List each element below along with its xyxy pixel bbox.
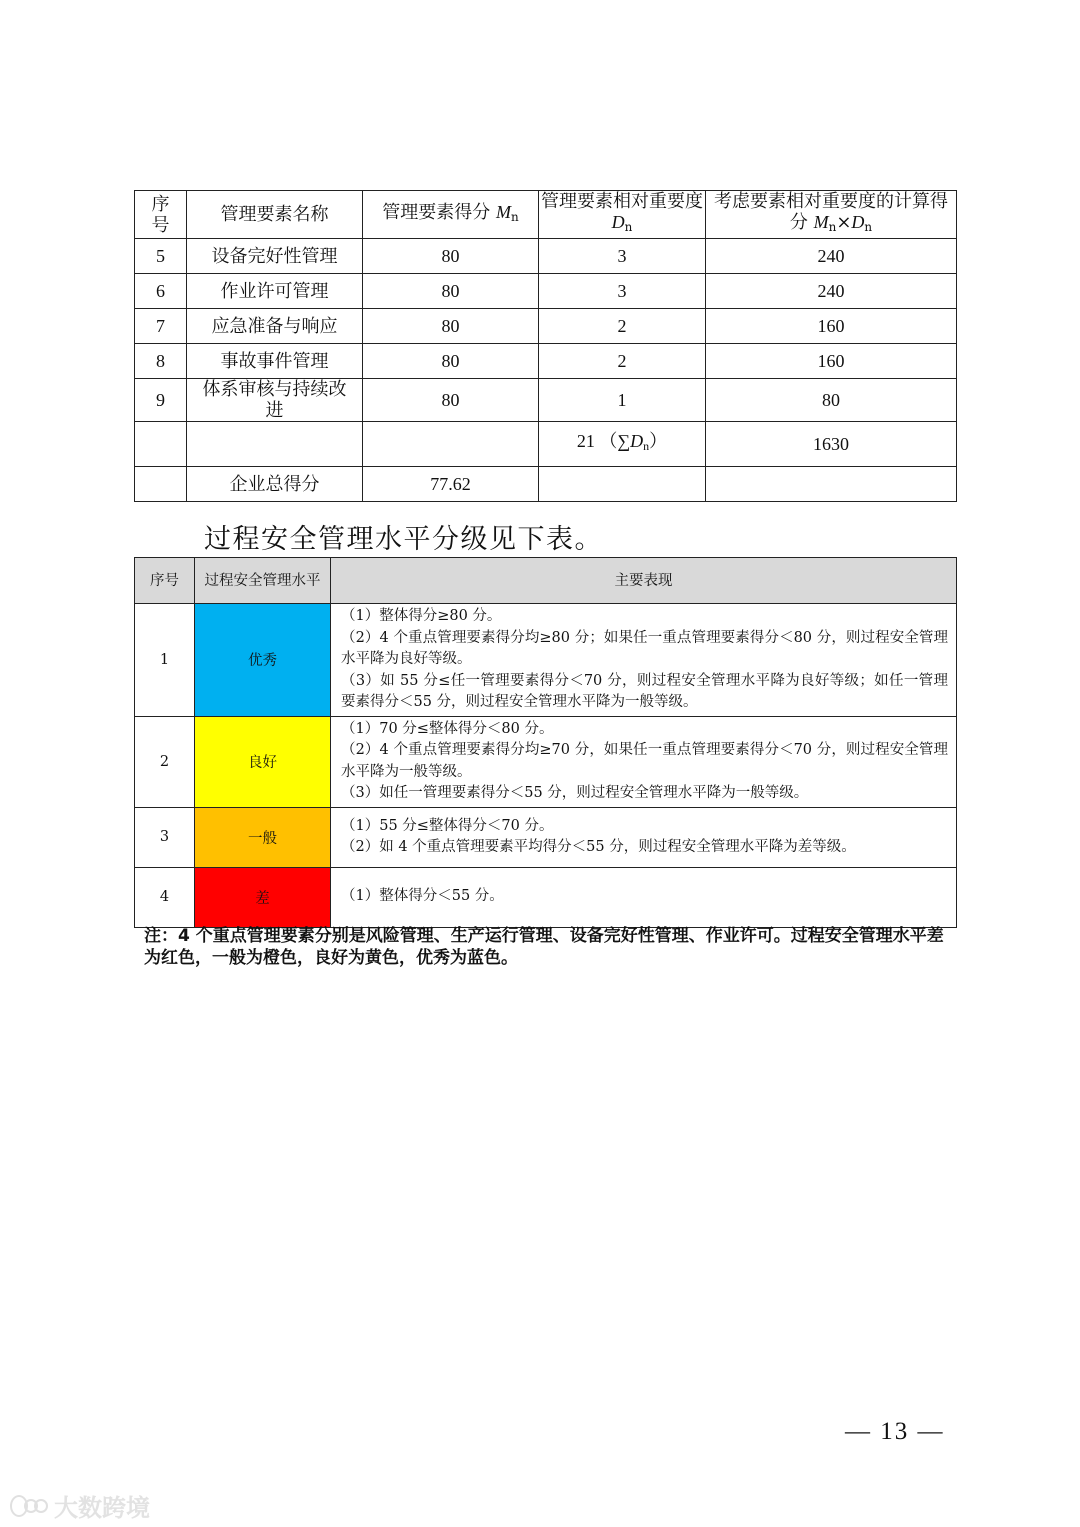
level-description: [331, 867, 957, 927]
header-no: 序号: [135, 558, 195, 604]
table-note: 注：4 个重点管理要素分别是风险管理、生产运行管理、设备完好性管理、作业许可。过程安全管理水平差为红色，一般为橙色，良好为黄色，优秀为蓝色。: [144, 926, 944, 968]
level-no: 2: [135, 716, 195, 807]
description-line: （3）如任一管理要素得分＜55 分，则过程安全管理水平降为一般等级。: [341, 785, 809, 801]
level-description: [331, 604, 957, 717]
row-weight: 2: [539, 309, 706, 344]
header-weighted-score: 考虑要素相对重要度的计算得分 $M_n\times D_n$: [706, 191, 957, 239]
level-badge-average: 一般: [195, 807, 331, 867]
watermark: [10, 1488, 150, 1523]
total-empty-cell: [135, 467, 187, 502]
row-no: 7: [135, 309, 187, 344]
total-score-value: 77.62: [363, 467, 539, 502]
header-description: 主要表现: [331, 558, 957, 604]
table-row: [135, 344, 957, 379]
table-header-row: [135, 558, 957, 604]
row-element-name: 作业许可管理: [187, 274, 363, 309]
watermark-text: 大数跨境: [54, 1494, 150, 1522]
row-weight: 2: [539, 344, 706, 379]
header-element-name: 管理要素名称: [187, 191, 363, 239]
level-description: [331, 716, 957, 807]
section-heading: 过程安全管理水平分级见下表。: [204, 524, 603, 555]
level-row-poor: [135, 867, 957, 927]
level-row-average: [135, 807, 957, 867]
level-badge-poor: 差: [195, 867, 331, 927]
row-weighted-score: 80: [706, 379, 957, 422]
row-weighted-score: 240: [706, 274, 957, 309]
row-no: 9: [135, 379, 187, 422]
weight-total: 21 $(\sum D_n)$: [539, 422, 706, 467]
description-line: （1）整体得分≥80 分。: [341, 608, 502, 624]
level-no: 3: [135, 807, 195, 867]
row-element-name: 体系审核与持续改进: [187, 379, 363, 422]
sum-empty-cell: [135, 422, 187, 467]
header-element-score: 管理要素得分 $M_n$: [363, 191, 539, 239]
safety-level-table: [134, 557, 957, 928]
description-line: （2）4 个重点管理要素得分均≥80 分；如果任一重点管理要素得分＜80 分，则过程安全管理水平降为良好等级。: [341, 629, 948, 667]
description-line: （2）如 4 个重点管理要素平均得分＜55 分，则过程安全管理水平降为差等级。: [341, 839, 856, 855]
description-line: （2）4 个重点管理要素得分均≥70 分，如果任一重点管理要素得分＜70 分，则过程安全管理水平降为一般等级。: [341, 742, 948, 780]
row-element-name: 事故事件管理: [187, 344, 363, 379]
total-score-row: [135, 467, 957, 502]
row-element-name: 设备完好性管理: [187, 239, 363, 274]
header-relative-weight: 管理要素相对重要度 $D_n$: [539, 191, 706, 239]
row-score: 80: [363, 274, 539, 309]
level-description: [331, 807, 957, 867]
watermark-logo-icon: [10, 1493, 50, 1519]
description-line: （1）55 分≤整体得分＜70 分。: [341, 817, 554, 834]
row-no: 5: [135, 239, 187, 274]
description-line: （1）整体得分＜55 分。: [341, 888, 504, 905]
table-row: [135, 274, 957, 309]
table-row: [135, 379, 957, 422]
description-line: （1）70 分≤整体得分＜80 分。: [341, 720, 554, 737]
level-row-excellent: [135, 604, 957, 717]
table-header-row: [135, 191, 957, 239]
element-score-table: [134, 190, 957, 502]
weighted-score-total: 1630: [706, 422, 957, 467]
header-level: 过程安全管理水平: [195, 558, 331, 604]
row-element-name: 应急准备与响应: [187, 309, 363, 344]
row-score: 80: [363, 344, 539, 379]
description-line: （3）如 55 分≤任一管理要素得分＜70 分，则过程安全管理水平降为良好等级；如任一管理要素得分＜55 分，则过程安全管理水平降为一般等级。: [341, 672, 948, 710]
row-score: 80: [363, 309, 539, 344]
total-empty-cell: [706, 467, 957, 502]
row-score: 80: [363, 239, 539, 274]
table-row: [135, 309, 957, 344]
level-no: 1: [135, 604, 195, 717]
row-weighted-score: 240: [706, 239, 957, 274]
row-no: 8: [135, 344, 187, 379]
total-score-label: 企业总得分: [187, 467, 363, 502]
level-badge-excellent: 优秀: [195, 604, 331, 717]
level-row-good: [135, 716, 957, 807]
level-badge-good: 良好: [195, 716, 331, 807]
row-weight: 3: [539, 274, 706, 309]
row-weight: 3: [539, 239, 706, 274]
sum-empty-cell: [187, 422, 363, 467]
row-score: 80: [363, 379, 539, 422]
table-row: [135, 239, 957, 274]
row-no: 6: [135, 274, 187, 309]
header-no: 序号: [135, 191, 187, 239]
row-weighted-score: 160: [706, 344, 957, 379]
sum-empty-cell: [363, 422, 539, 467]
total-empty-cell: [539, 467, 706, 502]
page-number: — 13 —: [845, 1418, 945, 1445]
sum-row: [135, 422, 957, 467]
level-no: 4: [135, 867, 195, 927]
row-weight: 1: [539, 379, 706, 422]
row-weighted-score: 160: [706, 309, 957, 344]
